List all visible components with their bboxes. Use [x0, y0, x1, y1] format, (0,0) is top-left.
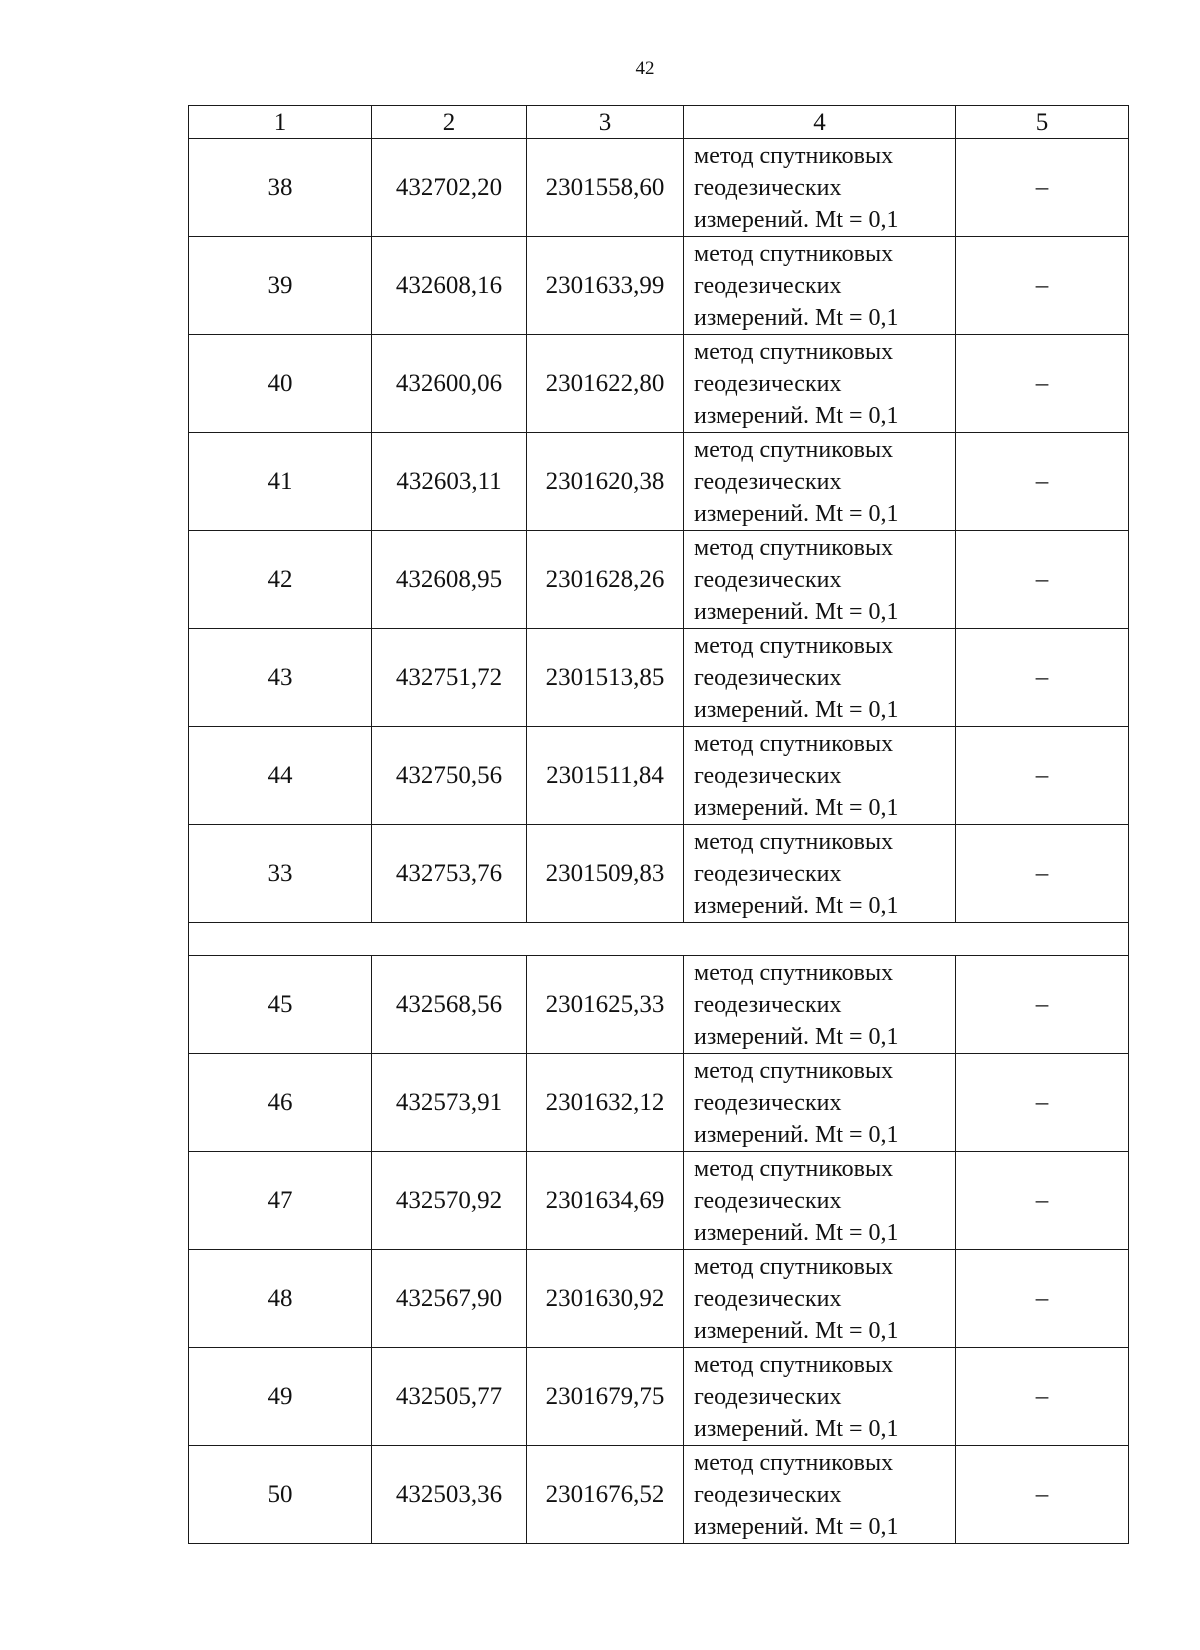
note-cell: –	[956, 433, 1129, 531]
y-coordinate-cell: 2301513,85	[527, 629, 684, 727]
note-cell: –	[956, 237, 1129, 335]
group-separator-row	[189, 923, 1129, 956]
method-line: измерений. Mt = 0,1	[694, 500, 899, 527]
method-line: метод спутниковых	[694, 534, 894, 561]
table-row	[189, 335, 1129, 433]
method-line: геодезических	[694, 468, 842, 495]
y-coordinate-cell: 2301620,38	[527, 433, 684, 531]
method-cell	[684, 433, 956, 531]
table-row	[189, 629, 1129, 727]
x-coordinate-cell: 432750,56	[372, 727, 527, 825]
point-number-cell: 41	[189, 433, 372, 531]
method-cell	[684, 335, 956, 433]
y-coordinate-cell: 2301676,52	[527, 1446, 684, 1544]
table-row	[189, 531, 1129, 629]
method-line: геодезических	[694, 762, 842, 789]
x-coordinate-cell: 432608,95	[372, 531, 527, 629]
x-coordinate-cell: 432573,91	[372, 1054, 527, 1152]
note-cell: –	[956, 956, 1129, 1054]
table-row	[189, 956, 1129, 1054]
method-line: геодезических	[694, 664, 842, 691]
method-line: измерений. Mt = 0,1	[694, 696, 899, 723]
point-number-cell: 44	[189, 727, 372, 825]
method-line: измерений. Mt = 0,1	[694, 1415, 899, 1442]
y-coordinate-cell: 2301633,99	[527, 237, 684, 335]
y-coordinate-cell: 2301632,12	[527, 1054, 684, 1152]
point-number-cell: 42	[189, 531, 372, 629]
note-cell: –	[956, 1348, 1129, 1446]
x-coordinate-cell: 432751,72	[372, 629, 527, 727]
table-row	[189, 237, 1129, 335]
coordinates-table	[188, 105, 1129, 1544]
point-number-cell: 40	[189, 335, 372, 433]
method-line: измерений. Mt = 0,1	[694, 1023, 899, 1050]
x-coordinate-cell: 432608,16	[372, 237, 527, 335]
method-cell	[684, 1054, 956, 1152]
method-line: измерений. Mt = 0,1	[694, 1513, 899, 1540]
method-line: геодезических	[694, 272, 842, 299]
y-coordinate-cell: 2301509,83	[527, 825, 684, 923]
y-coordinate-cell: 2301630,92	[527, 1250, 684, 1348]
method-line: измерений. Mt = 0,1	[694, 598, 899, 625]
method-line: геодезических	[694, 1089, 842, 1116]
header-col-1: 1	[189, 106, 372, 139]
method-cell	[684, 139, 956, 237]
table-row	[189, 433, 1129, 531]
point-number-cell: 39	[189, 237, 372, 335]
method-cell	[684, 1348, 956, 1446]
y-coordinate-cell: 2301625,33	[527, 956, 684, 1054]
method-line: геодезических	[694, 1285, 842, 1312]
method-line: геодезических	[694, 991, 842, 1018]
point-number-cell: 33	[189, 825, 372, 923]
separator-cell	[189, 923, 1129, 956]
note-cell: –	[956, 531, 1129, 629]
table-header-row	[189, 106, 1129, 139]
table-row	[189, 139, 1129, 237]
method-line: метод спутниковых	[694, 240, 894, 267]
page-number: 42	[635, 58, 655, 79]
header-col-4: 4	[684, 106, 956, 139]
method-line: измерений. Mt = 0,1	[694, 1317, 899, 1344]
method-cell	[684, 727, 956, 825]
x-coordinate-cell: 432570,92	[372, 1152, 527, 1250]
method-line: геодезических	[694, 370, 842, 397]
method-cell	[684, 1152, 956, 1250]
method-line: измерений. Mt = 0,1	[694, 1121, 899, 1148]
point-number-cell: 46	[189, 1054, 372, 1152]
note-cell: –	[956, 139, 1129, 237]
method-line: метод спутниковых	[694, 338, 894, 365]
point-number-cell: 50	[189, 1446, 372, 1544]
y-coordinate-cell: 2301511,84	[527, 727, 684, 825]
method-cell	[684, 1250, 956, 1348]
method-cell	[684, 629, 956, 727]
table-row	[189, 727, 1129, 825]
method-line: метод спутниковых	[694, 1351, 894, 1378]
method-line: метод спутниковых	[694, 730, 894, 757]
method-line: метод спутниковых	[694, 436, 894, 463]
note-cell: –	[956, 1446, 1129, 1544]
method-line: измерений. Mt = 0,1	[694, 402, 899, 429]
header-col-5: 5	[956, 106, 1129, 139]
table-row	[189, 1250, 1129, 1348]
note-cell: –	[956, 1250, 1129, 1348]
method-line: метод спутниковых	[694, 959, 894, 986]
method-line: метод спутниковых	[694, 1057, 894, 1084]
method-line: метод спутниковых	[694, 1253, 894, 1280]
table-row	[189, 1152, 1129, 1250]
x-coordinate-cell: 432753,76	[372, 825, 527, 923]
y-coordinate-cell: 2301634,69	[527, 1152, 684, 1250]
table-row	[189, 1348, 1129, 1446]
method-line: измерений. Mt = 0,1	[694, 1219, 899, 1246]
method-line: геодезических	[694, 1481, 842, 1508]
method-line: измерений. Mt = 0,1	[694, 304, 899, 331]
point-number-cell: 38	[189, 139, 372, 237]
x-coordinate-cell: 432567,90	[372, 1250, 527, 1348]
method-line: измерений. Mt = 0,1	[694, 892, 899, 919]
method-line: измерений. Mt = 0,1	[694, 794, 899, 821]
note-cell: –	[956, 727, 1129, 825]
x-coordinate-cell: 432505,77	[372, 1348, 527, 1446]
header-col-2: 2	[372, 106, 527, 139]
method-cell	[684, 531, 956, 629]
x-coordinate-cell: 432603,11	[372, 433, 527, 531]
method-cell	[684, 1446, 956, 1544]
method-line: геодезических	[694, 860, 842, 887]
note-cell: –	[956, 629, 1129, 727]
method-line: метод спутниковых	[694, 1155, 894, 1182]
table-row	[189, 1054, 1129, 1152]
y-coordinate-cell: 2301628,26	[527, 531, 684, 629]
method-cell	[684, 825, 956, 923]
point-number-cell: 48	[189, 1250, 372, 1348]
method-line: метод спутниковых	[694, 1449, 894, 1476]
y-coordinate-cell: 2301679,75	[527, 1348, 684, 1446]
method-line: геодезических	[694, 174, 842, 201]
point-number-cell: 47	[189, 1152, 372, 1250]
method-line: измерений. Mt = 0,1	[694, 206, 899, 233]
y-coordinate-cell: 2301622,80	[527, 335, 684, 433]
table-row	[189, 1446, 1129, 1544]
method-cell	[684, 956, 956, 1054]
method-line: геодезических	[694, 1187, 842, 1214]
note-cell: –	[956, 1152, 1129, 1250]
note-cell: –	[956, 1054, 1129, 1152]
header-col-3: 3	[527, 106, 684, 139]
x-coordinate-cell: 432600,06	[372, 335, 527, 433]
table-row	[189, 825, 1129, 923]
method-line: метод спутниковых	[694, 142, 894, 169]
method-line: метод спутниковых	[694, 828, 894, 855]
x-coordinate-cell: 432568,56	[372, 956, 527, 1054]
y-coordinate-cell: 2301558,60	[527, 139, 684, 237]
method-line: геодезических	[694, 566, 842, 593]
point-number-cell: 45	[189, 956, 372, 1054]
method-line: геодезических	[694, 1383, 842, 1410]
note-cell: –	[956, 825, 1129, 923]
point-number-cell: 49	[189, 1348, 372, 1446]
method-line: метод спутниковых	[694, 632, 894, 659]
point-number-cell: 43	[189, 629, 372, 727]
note-cell: –	[956, 335, 1129, 433]
x-coordinate-cell: 432503,36	[372, 1446, 527, 1544]
method-cell	[684, 237, 956, 335]
x-coordinate-cell: 432702,20	[372, 139, 527, 237]
